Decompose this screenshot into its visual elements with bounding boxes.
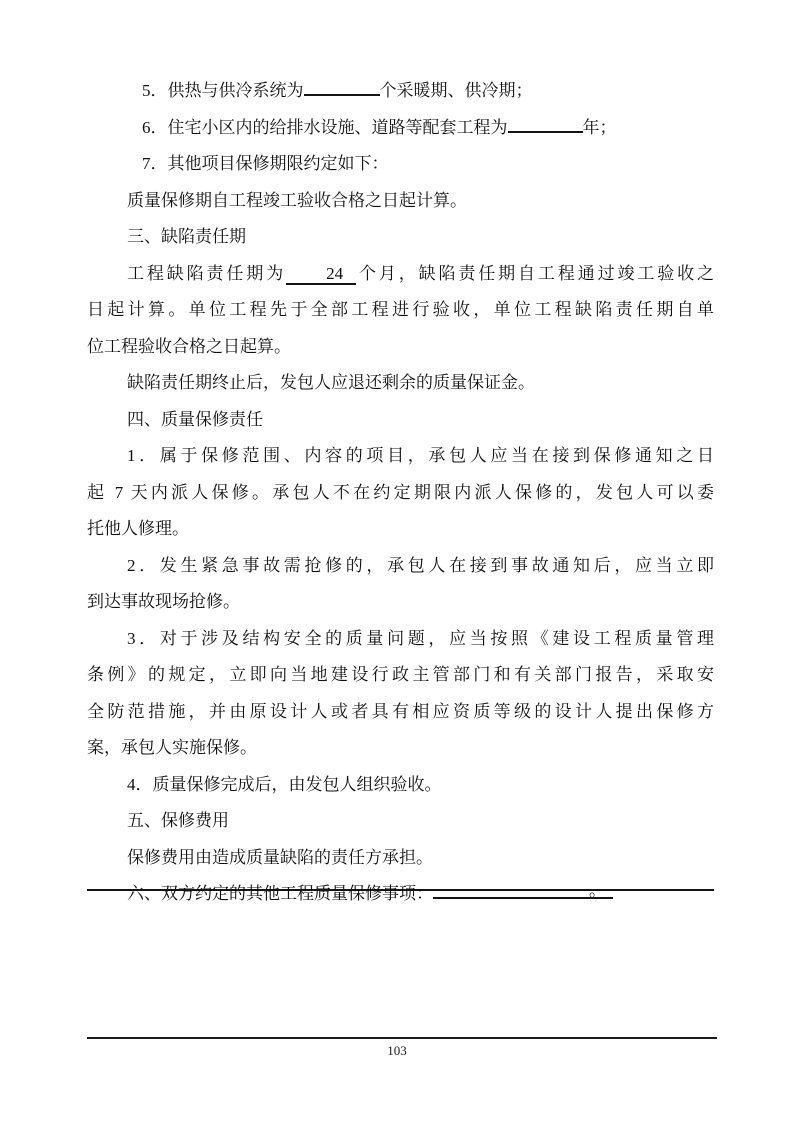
text-line	[87, 183, 714, 220]
fill-in-blank	[433, 877, 613, 899]
text-line	[87, 146, 714, 183]
text-line	[87, 657, 714, 694]
fill-in-blank: 24	[286, 263, 356, 285]
text-run: 五、保修费用	[127, 811, 229, 830]
page-number: 103	[387, 1043, 407, 1058]
fill-in-blank	[508, 111, 583, 133]
text-run: 到达事故现场抢修。	[87, 592, 240, 611]
text-line	[87, 329, 714, 366]
text-run: 起 7 天内派人保修。承包人不在约定期限内派人保修的，发包人可以委	[87, 482, 714, 502]
text-run: 个采暖期、供冷期；	[379, 81, 533, 100]
text-run: 三、缺陷责任期	[127, 227, 246, 246]
fill-in-blank	[304, 74, 380, 96]
text-run: 位工程验收合格之日起算。	[87, 336, 291, 356]
text-line	[87, 438, 714, 475]
text-line	[87, 584, 714, 621]
text-run: 保修费用由造成质量缺陷的责任方承担。	[127, 847, 433, 867]
text-run: 3．对于涉及结构安全的质量问题，应当按照《建设工程质量管理	[127, 628, 714, 648]
text-run: 工程缺陷责任期为	[127, 263, 287, 283]
text-line	[87, 292, 714, 329]
text-run: 全防范措施，并由原设计人或者具有相应资质等级的设计人提出保修方	[87, 701, 714, 721]
text-run: 2．发生紧急事故需抢修的，承包人在接到事故通知后，应当立即	[127, 555, 714, 575]
text-run: 日起计算。单位工程先于全部工程进行验收，单位工程缺陷责任期自单	[87, 300, 714, 319]
text-run: 条例》的规定，立即向当地建设行政主管部门和有关部门报告，采取安	[87, 665, 714, 684]
text-run: 个月，缺陷责任期自工程通过竣工验收之	[356, 263, 715, 283]
text-run: 6．住宅小区内的给排水设施、道路等配套工程为	[142, 117, 508, 137]
text-line	[87, 219, 714, 256]
text-run: 四、质量保修责任	[127, 409, 263, 429]
text-line	[87, 621, 714, 658]
text-line	[87, 767, 714, 804]
text-line	[87, 803, 714, 840]
text-run: 托他人修理。	[87, 519, 189, 538]
text-run: 年；	[582, 117, 617, 137]
text-run: 质量保修期自工程竣工验收合格之日起计算。	[127, 190, 467, 210]
text-run: 六、双方约定的其他工程质量保修事项：	[127, 884, 433, 903]
text-line	[87, 511, 714, 548]
text-run: 案，承包人实施保修。	[87, 738, 257, 757]
text-line	[87, 475, 714, 512]
text-line	[87, 110, 714, 147]
text-line	[87, 548, 714, 585]
text-run: 7．其他项目保修期限约定如下：	[142, 154, 389, 173]
text-line	[87, 694, 714, 731]
text-line	[87, 402, 714, 439]
text-run: 4．质量保修完成后，由发包人组织验收。	[127, 774, 442, 794]
period-mark: 。	[589, 880, 606, 900]
text-line	[87, 876, 714, 913]
footer-rule	[87, 1037, 717, 1039]
text-line	[87, 73, 714, 110]
text-line	[87, 365, 714, 402]
text-line	[87, 840, 714, 877]
document-body	[87, 73, 714, 913]
text-run: 1．属于保修范围、内容的项目，承包人应当在接到保修通知之日	[127, 446, 714, 465]
text-line	[87, 730, 714, 767]
text-run: 5．供热与供冷系统为	[142, 81, 304, 100]
text-line	[87, 256, 714, 293]
text-run: 缺陷责任期终止后，发包人应退还剩余的质量保证金。	[127, 373, 535, 392]
